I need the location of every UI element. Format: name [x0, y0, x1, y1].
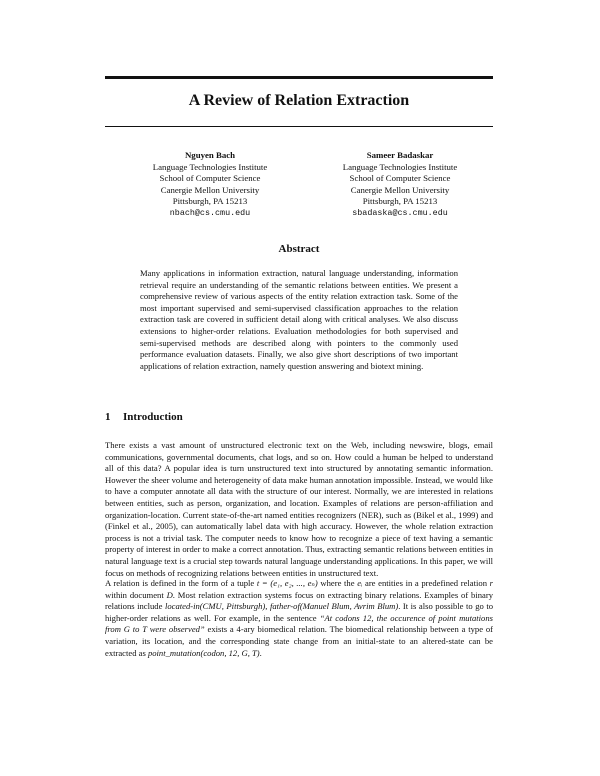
math-r: r: [489, 578, 493, 588]
author-email[interactable]: sbadaska@cs.cmu.edu: [352, 207, 448, 218]
affiliation-line: Language Technologies Institute: [342, 161, 458, 172]
abstract-text: Many applications in information extraction, natural language understanding, information retrieval require an understanding of the semantic relations between entities. We present a comprehensive review of various aspects of the entity relation extraction task. Some of the most important supervised and semi-supervised classification approaches to the relation extraction task are covered in sufficient detail along with critical analyses. We also discuss extensions to higher-order relations. Evaluation methodologies for both supervised and semi-supervised methods are described along with pointers to the commonly used performance evaluation datasets. Finally, we also give short descriptions of two important applications of relation extraction, namely question answering and biotext mining.: [140, 268, 458, 371]
title-top-rule: [105, 76, 493, 79]
title-bottom-rule: [105, 126, 493, 127]
author-email[interactable]: nbach@cs.cmu.edu: [169, 207, 251, 218]
affiliation-line: Pittsburgh, PA 15213: [362, 196, 438, 207]
section-heading: [105, 410, 493, 424]
text-run: . Most relation extraction systems focus on extracting binary relations. Examples of binary relations include: [105, 589, 493, 612]
affiliation-line: School of Computer Science: [159, 173, 261, 184]
affiliation-line: School of Computer Science: [349, 173, 451, 184]
example-relation: father-of(Manuel Blum, Avrim Blum): [269, 601, 399, 612]
text-run: are entities in a predefined relation: [362, 578, 490, 588]
author-2: [303, 150, 497, 220]
abstract-heading: Abstract: [278, 243, 320, 255]
math-ei: eᵢ: [357, 578, 363, 588]
section-number: 1: [105, 411, 111, 423]
affiliation-line: Language Technologies Institute: [152, 161, 268, 172]
example-relation: located-in(CMU, Pittsburgh): [164, 601, 266, 612]
math-tuple: t = (e₁, e₂, ..., eₙ): [256, 578, 318, 588]
author-1: [113, 150, 307, 220]
intro-paragraph-2: [105, 578, 493, 659]
math-d: D: [166, 589, 173, 600]
author-name: Nguyen Bach: [184, 150, 236, 160]
text-run: where the: [317, 578, 358, 588]
text-run: .: [259, 647, 262, 658]
affiliation-line: Canergie Mellon University: [160, 184, 260, 195]
example-sentence: “At codons 12, the occurence of point mutations from G to T were observed”: [105, 612, 493, 635]
text-run: within document: [105, 589, 167, 600]
paper-title: A Review of Relation Extraction: [188, 92, 410, 109]
text-run: exists a 4-ary biomedical relation. The biomedical relationship between a type of variation, its location, and the corresponding state change from an initial-state to an altered-state can be extracted as: [105, 624, 493, 658]
intro-paragraph-1: There exists a vast amount of unstructured electronic text on the Web, including newswire, blogs, email communications, governmental documents, chat logs, and so on. How could a human be helped to understand all of this data? A popular idea is turn unstructured text into structured by annotating semantic information. However the sheer volume and heterogeneity of data make human annotation impossible. Instead, we would like to have a computer annotate all data with the structure of our interest. Normally, we are interested in relations between entities, such as person, organization, and location. Examples of relations are person-affiliation and organization-location. Current state-of-the-art named entities recognizers (NER), such as (Bikel et al., 1999) and (Finkel et al., 2005), can automatically label data with high accuracy. However, the whole relation extraction process is not a trivial task. The computer needs to know how to recognize a piece of text having a semantic property of interest in order to make a correct annotation. Thus, extracting semantic relations between entities in natural language text is a crucial step towards natural language understanding applications. In this paper, we will focus on methods of recognizing relations between entities in unstructured text.: [105, 440, 493, 578]
affiliation-line: Canergie Mellon University: [350, 184, 450, 195]
text-run: . It is also possible to go to higher-order relations as well. For example, in the sentence: [105, 601, 494, 623]
example-relation: point_mutation(codon, 12, G, T): [147, 647, 260, 658]
text-run: A relation is defined in the form of a tuple: [105, 578, 257, 588]
text-run: ,: [265, 601, 270, 612]
affiliation-line: Pittsburgh, PA 15213: [172, 196, 248, 207]
section-title: Introduction: [123, 411, 183, 423]
author-name: Sameer Badaskar: [366, 150, 434, 160]
